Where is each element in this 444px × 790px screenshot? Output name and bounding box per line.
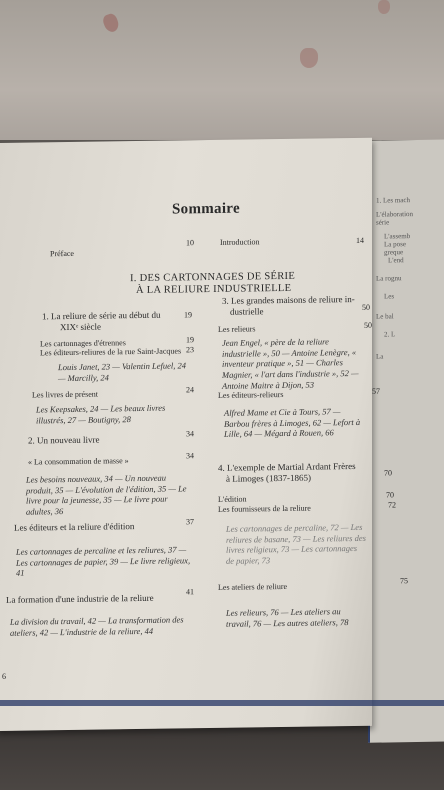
- chapter-title: Les cartonnages d'étrennes: [40, 338, 126, 349]
- chapter-detail: Les relieurs, 76 — Les ateliers au travail, 76 — Les autres ateliers, 78: [226, 606, 349, 629]
- chapter-page: 75: [400, 576, 408, 586]
- chapter-title: « La consommation de masse »: [28, 456, 129, 467]
- next-page-line: Les: [384, 292, 395, 301]
- background-wall: [0, 0, 444, 150]
- next-page-line: L'end: [388, 256, 404, 265]
- chapter-detail: Les Keepsakes, 24 — Les beaux livres illustrés, 27 — Boutigny, 28: [36, 402, 166, 426]
- next-page-line: La rognu: [376, 274, 402, 283]
- next-page-line: L'élaboration: [376, 210, 414, 219]
- chapter-page: 19: [186, 335, 194, 345]
- section-title: 2. Un nouveau livre: [28, 434, 100, 446]
- wallpaper-motif: [378, 0, 390, 14]
- chapter-page: 70: [386, 490, 394, 500]
- part-heading-line1: I. DES CARTONNAGES DE SÉRIE: [130, 270, 296, 285]
- chapter-title: Les relieurs: [218, 324, 256, 334]
- next-page-line: greque: [384, 248, 404, 257]
- chapter-detail: Alfred Mame et Cie à Tours, 57 — Barbou frères à Limoges, 62 — Lefort à Lille, 64 — Mégard à Rouen, 66: [224, 406, 361, 440]
- chapter-page: 50: [364, 320, 372, 330]
- chapter-page: 72: [388, 500, 396, 510]
- chapter-title: Les fournisseurs de la reliure: [218, 503, 311, 514]
- chapter-title: La formation d'une industrie de la reliure: [6, 592, 154, 605]
- section-title: dustrielle: [230, 306, 264, 317]
- next-page-line: série: [376, 218, 390, 227]
- section-page: 70: [384, 468, 392, 478]
- page-title: Sommaire: [172, 200, 240, 218]
- part-heading-line2: À LA RELIURE INDUSTRIELLE: [136, 282, 292, 297]
- chapter-page: 37: [186, 517, 194, 527]
- preface-page: 10: [186, 238, 194, 248]
- next-page-line: 1. Les mach: [376, 196, 411, 205]
- chapter-page: 41: [186, 587, 194, 597]
- next-page-line: Le bal: [376, 312, 394, 321]
- preface-label: Préface: [50, 248, 74, 259]
- next-page-line: L'assemb: [384, 232, 411, 241]
- section-page: 34: [186, 429, 194, 439]
- page-number: 6: [2, 671, 6, 681]
- chapter-title: Les éditeurs-reliures de la rue Saint-Jacques: [40, 346, 182, 358]
- wallpaper-motif: [300, 48, 318, 68]
- section-title: 1. La reliure de série au début du: [42, 309, 161, 322]
- chapter-detail: Les cartonnages de percaline et les reliures, 37 — Les cartonnages de papier, 39 — Le livre religieux, 41: [16, 544, 191, 578]
- chapter-title: Les éditeurs-relieurs: [218, 389, 284, 400]
- chapter-title: L'édition: [218, 494, 247, 504]
- introduction-label: Introduction: [220, 237, 260, 247]
- chapter-title: Les ateliers de reliure: [218, 581, 288, 592]
- next-page-line: La pose: [384, 240, 406, 249]
- chapter-page: 34: [186, 451, 194, 461]
- section-page: 19: [184, 310, 192, 320]
- wallpaper-motif: [101, 12, 120, 34]
- chapter-title: Les livres de présent: [32, 389, 98, 400]
- section-title: 3. Les grandes maisons de reliure in-: [222, 293, 355, 306]
- introduction-page: 14: [356, 235, 364, 245]
- chapter-title: Les éditeurs et la reliure d'édition: [14, 521, 135, 533]
- next-page: [368, 139, 444, 743]
- section-title: à Limoges (1837-1865): [226, 472, 311, 484]
- chapter-page: 57: [372, 386, 380, 396]
- section-page: 50: [362, 302, 370, 312]
- chapter-page: 24: [186, 385, 194, 395]
- section-title: XIXᵉ siècle: [60, 321, 102, 333]
- chapter-detail: Les besoins nouveaux, 34 — Un nouveau produit, 35 — L'évolution de l'édition, 35 — Le livre pour la jeunesse, 35 — Le livre pour adultes, 36: [26, 472, 187, 517]
- chapter-detail: La division du travail, 42 — La transformation des ateliers, 42 — L'industrie de la reliure, 44: [10, 614, 184, 638]
- chapter-page: 23: [186, 345, 194, 355]
- book-cover-edge: [0, 700, 444, 706]
- next-page-line: 2. L: [384, 330, 396, 339]
- chapter-detail: Jean Engel, « père de la reliure industrielle », 50 — Antoine Lenègre, « inventeur pratique », 51 — Charles Magnier, « l'art dans l'industrie », 52 — Antoine Maitre à Dijon, 53: [222, 336, 359, 391]
- chapter-detail: Louis Janet, 23 — Valentin Lefuel, 24 — Marcilly, 24: [58, 360, 186, 383]
- chapter-detail: Les cartonnages de percaline, 72 — Les reliures de basane, 73 — Les reliures des livres religieux, 73 — Les cartonnages de papier, 73: [226, 521, 366, 566]
- section-title: 4. L'exemple de Martial Ardant Frères: [218, 460, 356, 473]
- next-page-line: La: [376, 352, 384, 361]
